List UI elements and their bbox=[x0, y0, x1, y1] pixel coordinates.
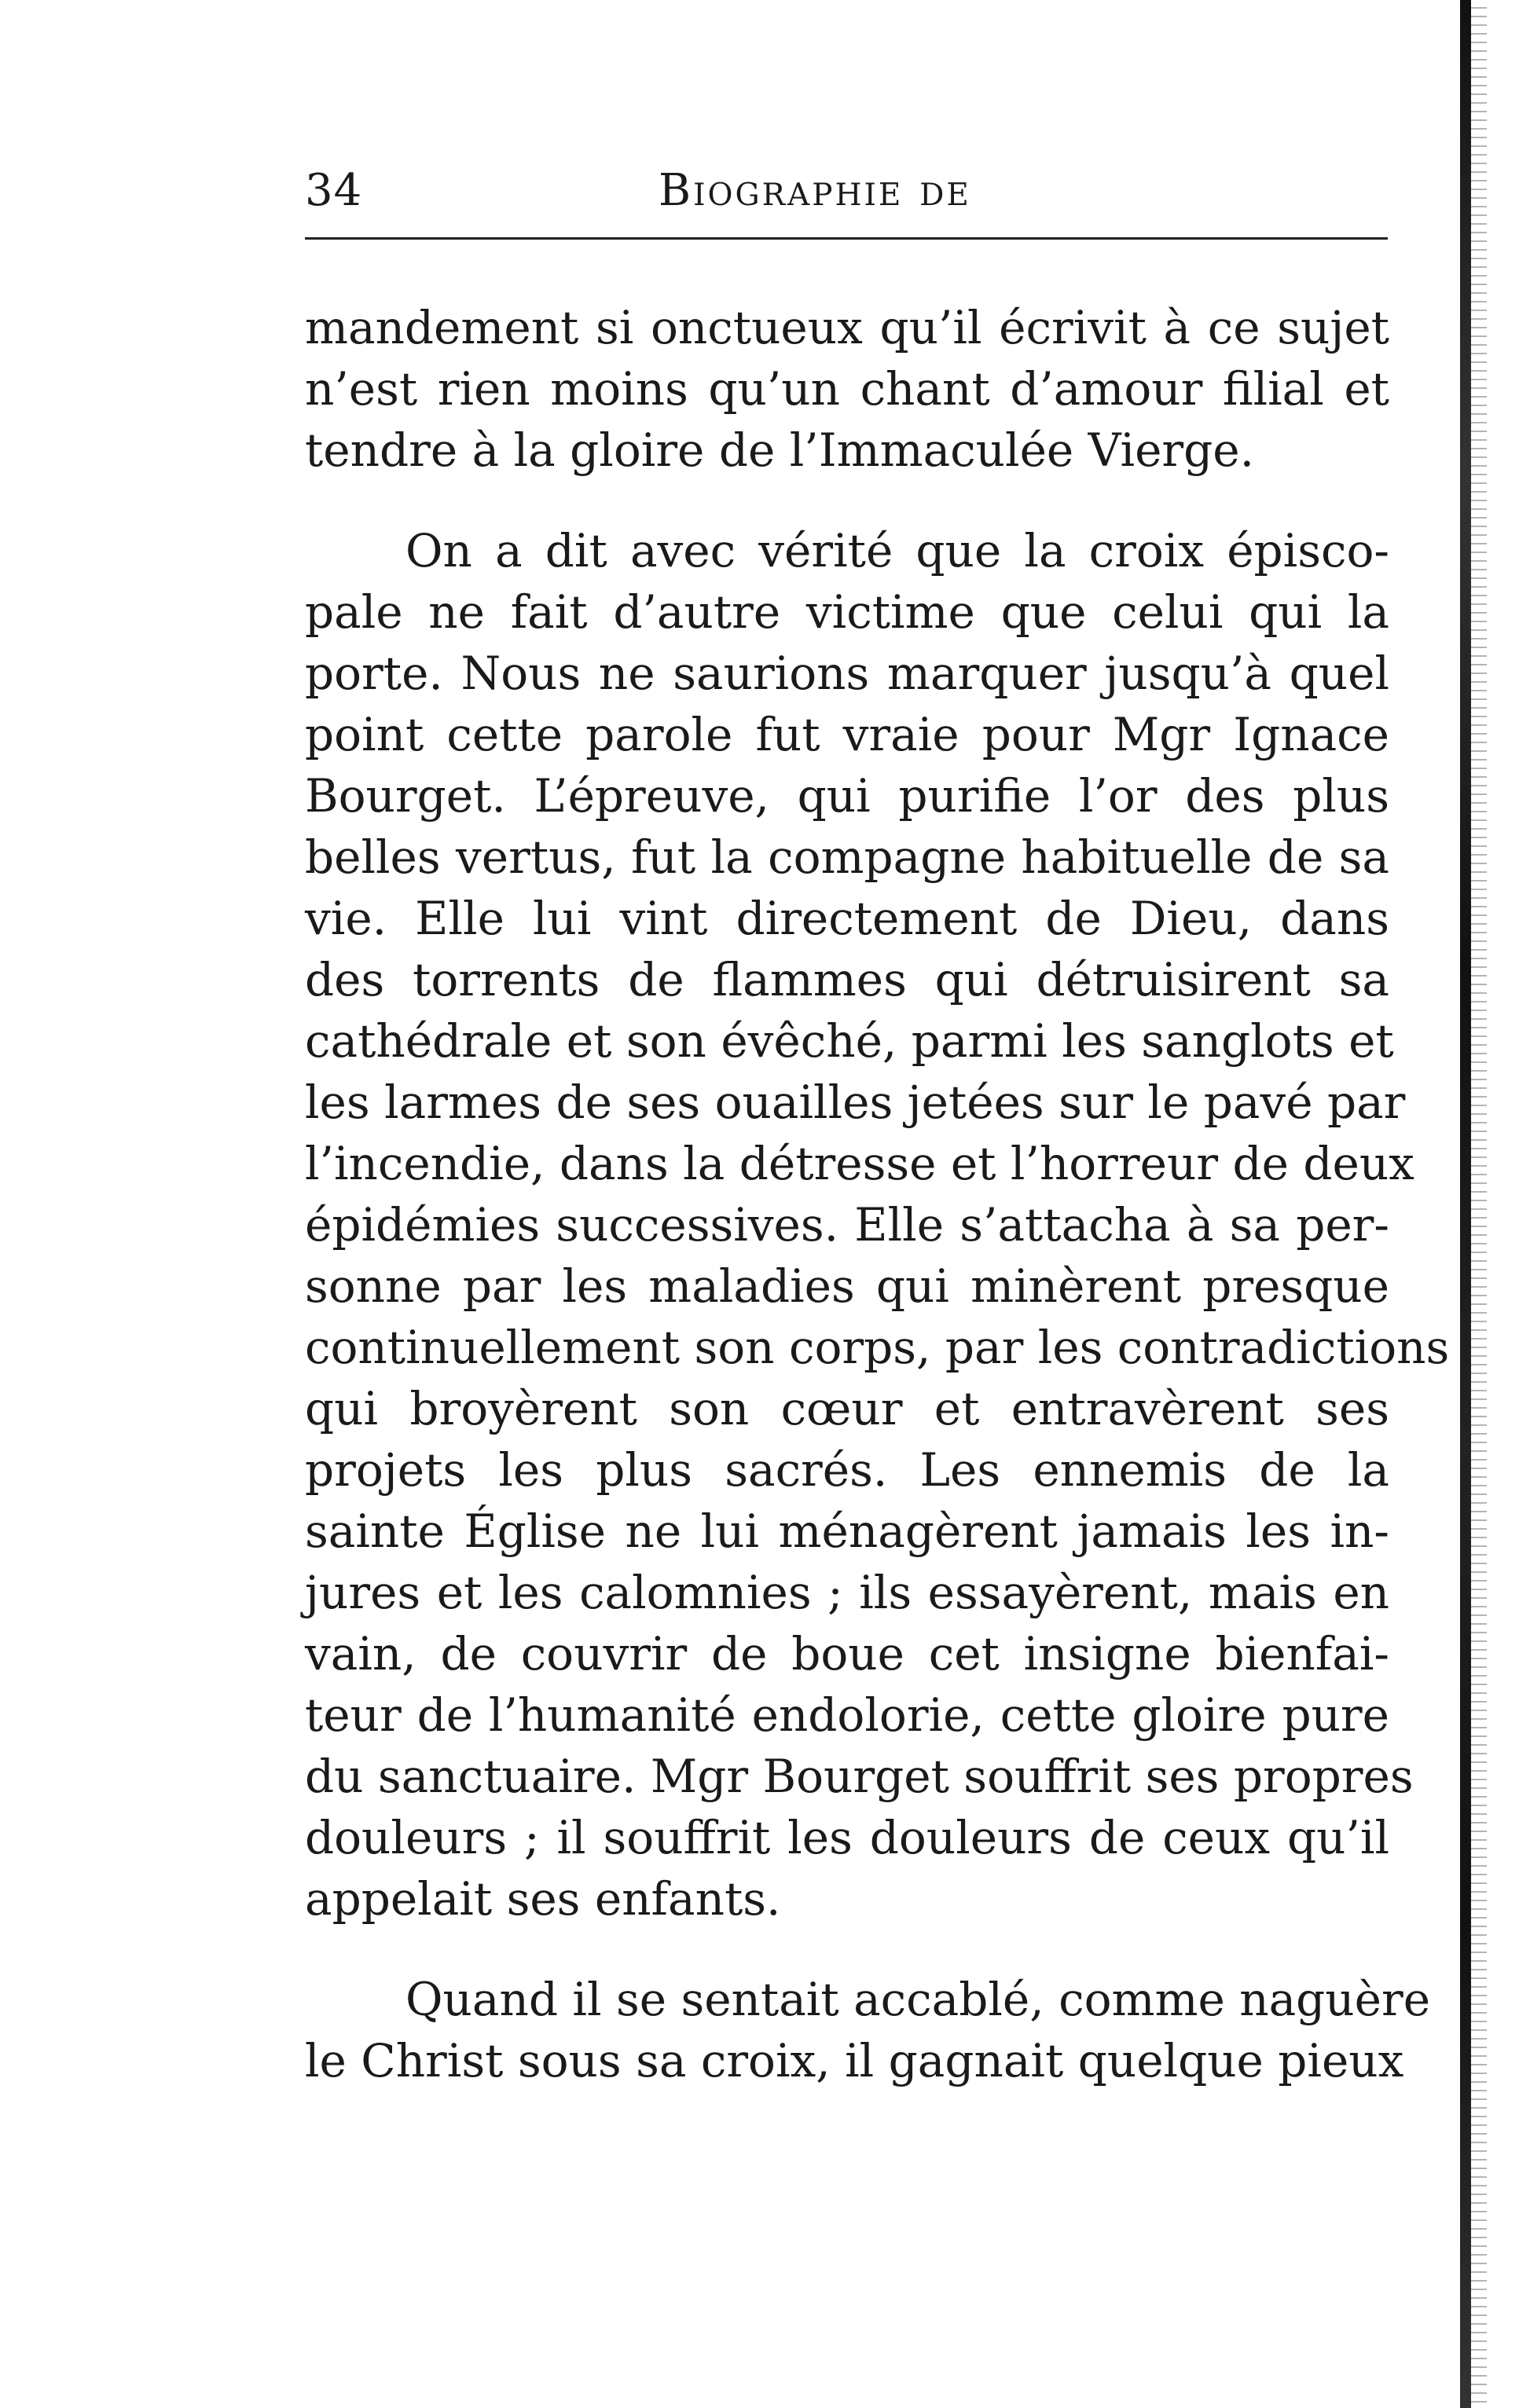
text-line: projets les plus sacrés. Les ennemis de la bbox=[305, 1443, 1389, 1497]
paragraph-gap bbox=[305, 481, 1389, 520]
text-line: continuellement son corps, par les contradictions bbox=[305, 1321, 1450, 1374]
text-line: appelait ses enfants. bbox=[305, 1872, 781, 1926]
text-line: douleurs ; il souffrit les douleurs de ceux qu’il bbox=[305, 1811, 1389, 1864]
text-line: On a dit avec vérité que la croix épisco- bbox=[405, 524, 1389, 577]
text-line: mandement si onctueux qu’il écrivit à ce sujet bbox=[305, 301, 1389, 354]
text-line: jures et les calomnies ; ils essayèrent, mais en bbox=[305, 1566, 1389, 1619]
text-line: qui broyèrent son cœur et entravèrent ses bbox=[305, 1382, 1389, 1435]
text-line: du sanctuaire. Mgr Bourget souffrit ses propres bbox=[305, 1750, 1414, 1803]
text-line: les larmes de ses ouailles jetées sur le pavé par bbox=[305, 1076, 1406, 1129]
text-line: vie. Elle lui vint directement de Dieu, dans bbox=[305, 892, 1389, 945]
scan-edge-band bbox=[1460, 0, 1471, 2408]
text-line: épidémies successives. Elle s’attacha à sa per- bbox=[305, 1198, 1389, 1252]
paragraph bbox=[305, 520, 1450, 1930]
text-line: belles vertus, fut la compagne habituelle de sa bbox=[305, 830, 1389, 884]
running-title: Biographie de bbox=[659, 165, 971, 216]
text-line: le Christ sous sa croix, il gagnait quelque pieux bbox=[305, 2034, 1404, 2087]
text-body bbox=[305, 297, 1450, 2091]
text-line: cathédrale et son évêché, parmi les sanglots et bbox=[305, 1014, 1394, 1068]
text-line: l’incendie, dans la détresse et l’horreur de deux bbox=[305, 1137, 1414, 1190]
text-line: sainte Église ne lui ménagèrent jamais les in- bbox=[305, 1505, 1389, 1558]
running-head bbox=[305, 157, 1389, 228]
paragraph-gap bbox=[305, 1930, 1389, 1969]
text-line: point cette parole fut vraie pour Mgr Ignace bbox=[305, 708, 1389, 761]
paragraph bbox=[305, 1969, 1431, 2091]
paragraph bbox=[305, 297, 1389, 481]
text-line: n’est rien moins qu’un chant d’amour filial et bbox=[305, 362, 1389, 416]
text-line: tendre à la gloire de l’Immaculée Vierge. bbox=[305, 423, 1255, 477]
text-line: sonne par les maladies qui minèrent presque bbox=[305, 1259, 1389, 1313]
text-line: vain, de couvrir de boue cet insigne bienfai- bbox=[305, 1627, 1389, 1680]
text-line: teur de l’humanité endolorie, cette gloire pure bbox=[305, 1688, 1389, 1742]
text-line: Bourget. L’épreuve, qui purifie l’or des plus bbox=[305, 769, 1389, 823]
text-line: pale ne fait d’autre victime que celui qui la bbox=[305, 585, 1389, 639]
header-rule bbox=[305, 237, 1388, 240]
scan-edge-speckle bbox=[1471, 0, 1487, 2408]
text-line: Quand il se sentait accablé, comme naguère bbox=[405, 1973, 1431, 2026]
scan-edge-shadow bbox=[1460, 0, 1519, 2408]
text-line: des torrents de flammes qui détruisirent sa bbox=[305, 953, 1389, 1006]
text-line: porte. Nous ne saurions marquer jusqu’à quel bbox=[305, 647, 1389, 700]
page-number: 34 bbox=[305, 165, 363, 216]
